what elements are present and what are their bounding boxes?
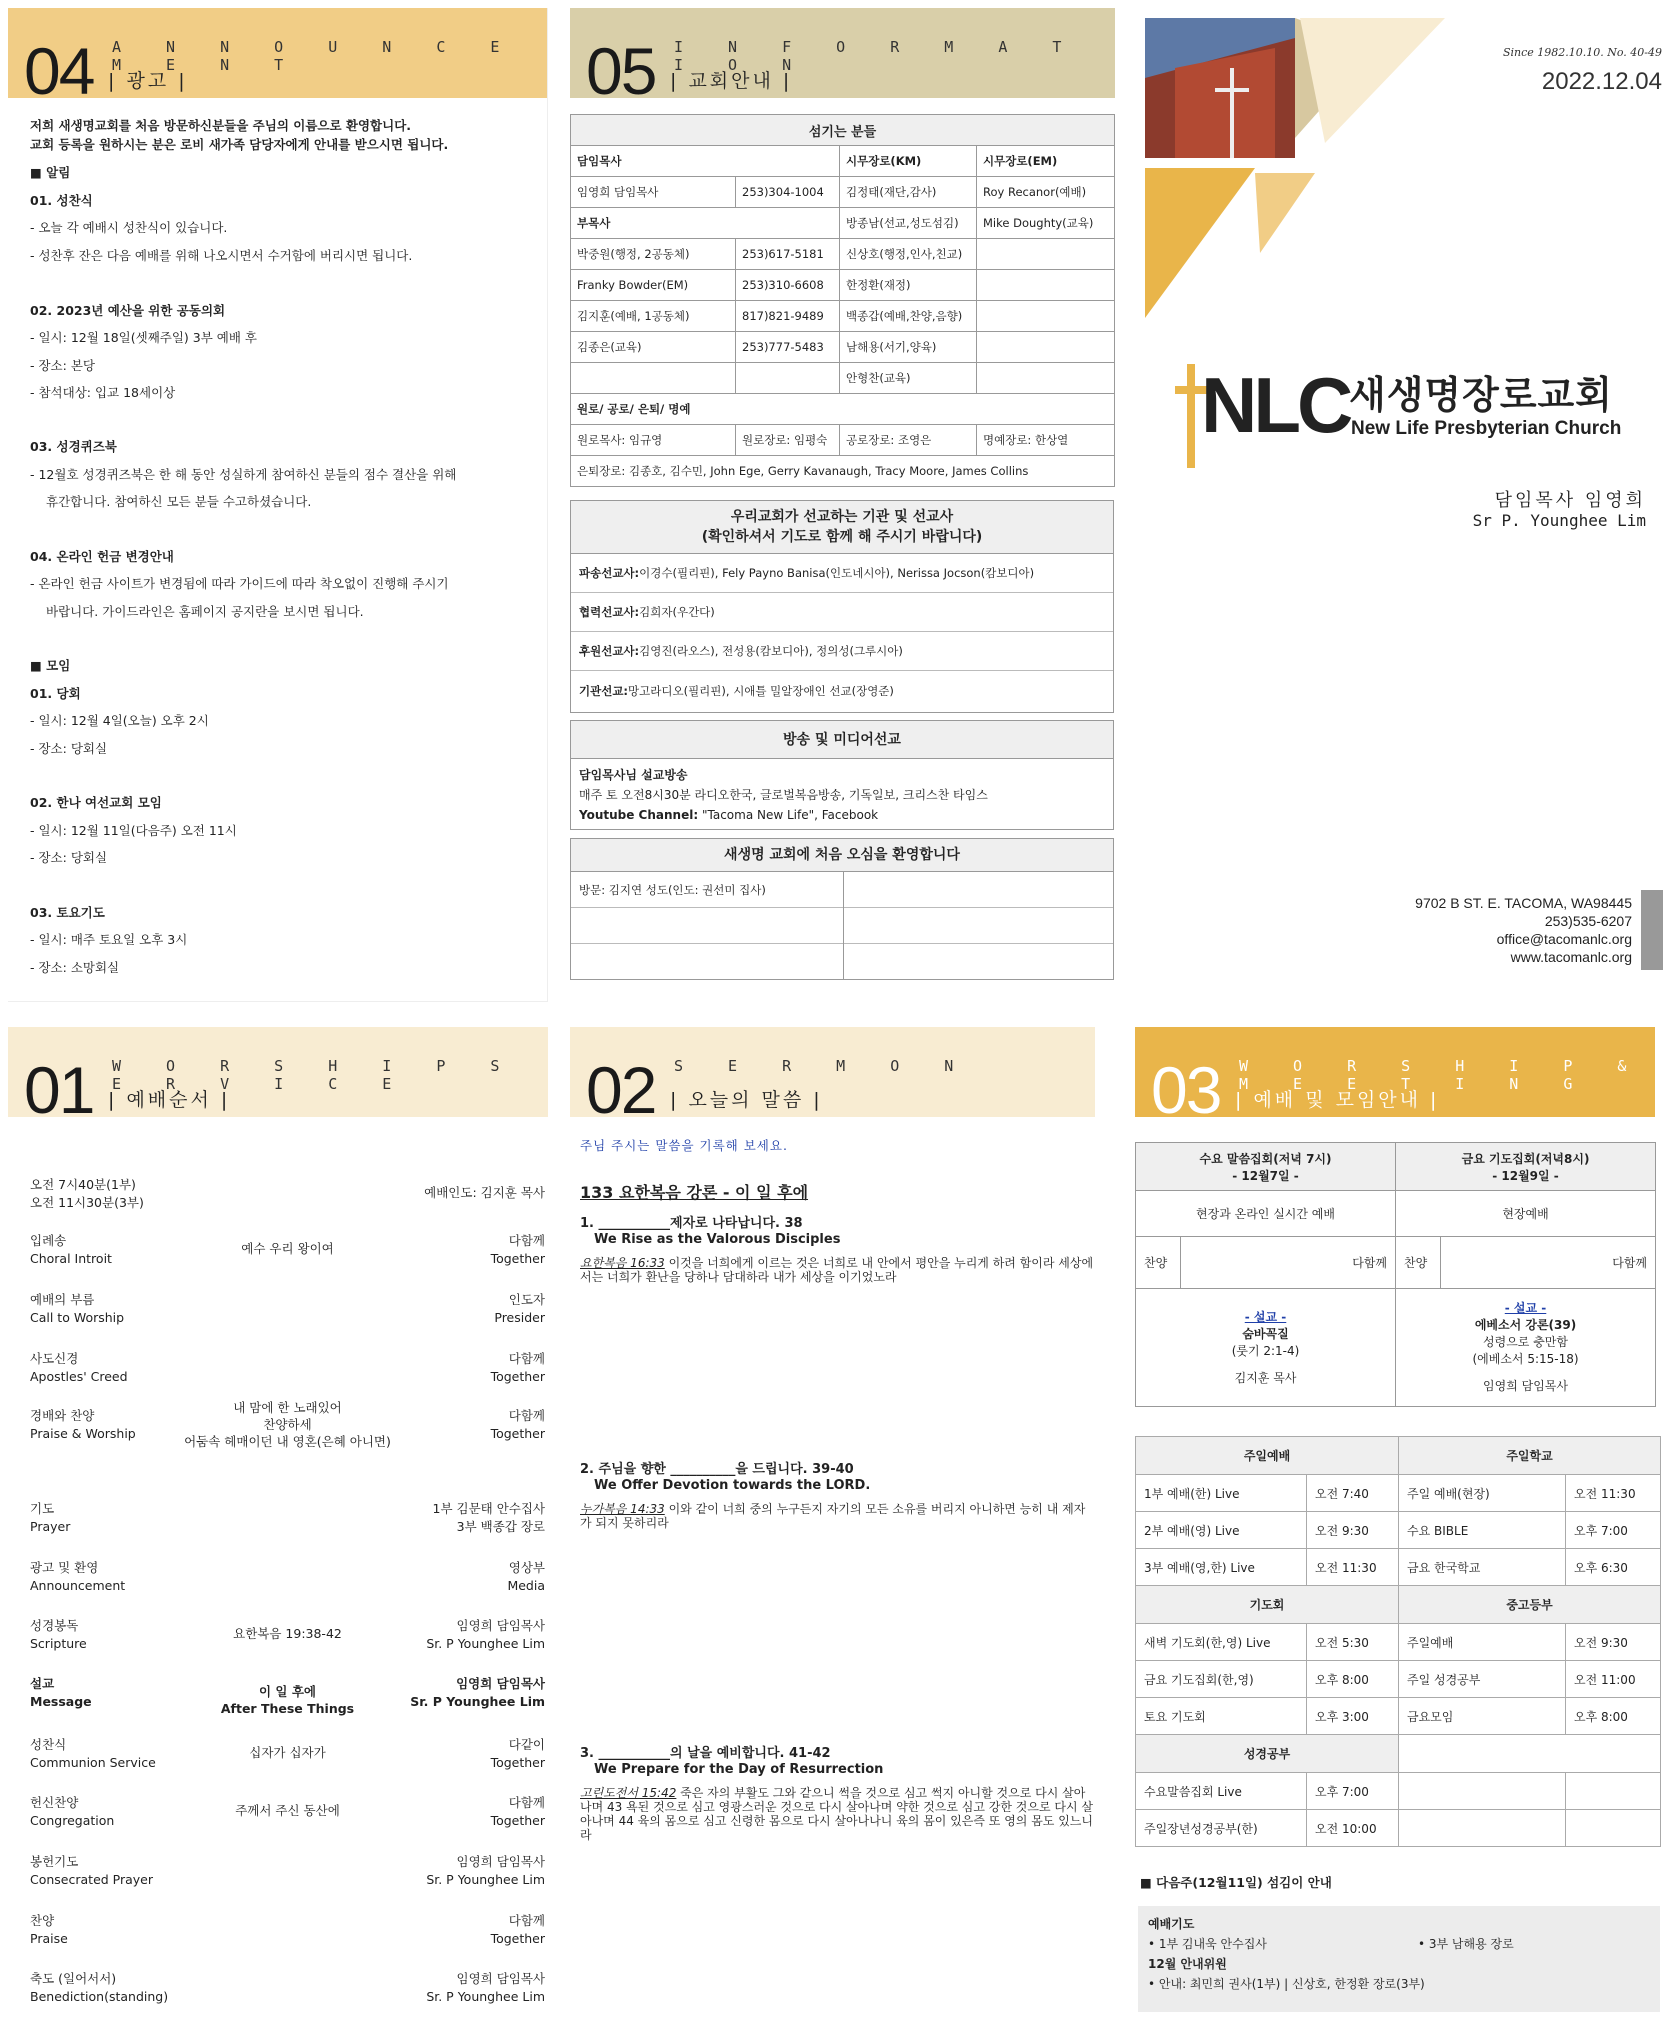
- notice-title: 03. 성경퀴즈북: [30, 439, 117, 454]
- table-row: 수요말씀집회 Live 오후 7:00: [1136, 1773, 1661, 1810]
- mission-subtitle: (확인하셔서 기도로 함께 해 주시기 바랍니다): [701, 529, 983, 545]
- worship-item-leader: 다함께 Together: [490, 1795, 545, 1828]
- address-line: office@tacomanlc.org: [1496, 931, 1632, 947]
- section-title-en: A N N O U N C E M E N T: [112, 38, 518, 74]
- worship-item-label: 성찬식 Communion Service: [30, 1737, 156, 1770]
- church-name-en: New Life Presbyterian Church: [1351, 418, 1622, 439]
- table-row: 2부 예배(영) Live 오전 9:30 수요 BIBLE 오후 7:00: [1136, 1512, 1661, 1549]
- worship-item-leader: 1부 김문태 안수집사 3부 백종갑 장로: [432, 1501, 545, 1534]
- meeting-title: 02. 한나 여선교회 모임: [30, 795, 162, 810]
- table-row: 김지훈(예배, 1공동체) 817)821-9489 백종갑(예배,찬양,음향): [571, 301, 1115, 332]
- worship-item-label: 경배와 찬양 Praise & Worship: [30, 1408, 136, 1441]
- worship-item-leader: 영상부 Media: [507, 1560, 545, 1593]
- meeting-title: 01. 당회: [30, 686, 81, 701]
- cover-panel: [1135, 8, 1670, 998]
- notice-line: - 오늘 각 예배시 성찬식이 있습니다.: [30, 220, 228, 235]
- church-logo: [1175, 360, 1655, 480]
- next-week-heading: 예배기도: [1148, 1917, 1195, 1931]
- mission-row: 파송선교사: 이경수(필리핀), Fely Payno Banisa(인도네시아), Nerissa Jocson(캄보디아): [571, 554, 1113, 593]
- table-row: 주일장년성경공부(한) 오전 10:00: [1136, 1810, 1661, 1847]
- table-row: 안형찬(교육): [571, 363, 1115, 394]
- col-head: 시무장로(EM): [977, 146, 1115, 177]
- staff-title: 섬기는 분들: [571, 115, 1115, 146]
- notice-title: 02. 2023년 예산을 위한 공동의회: [30, 303, 226, 318]
- col-head: 원로/ 공로/ 은퇴/ 명예: [571, 394, 1115, 425]
- wed-sermon-title: 숨바꼭질: [1242, 1326, 1289, 1341]
- table-row: 금요 기도집회(한,영) 오후 8:00 주일 성경공부 오전 11:00: [1136, 1661, 1661, 1698]
- welcome-box: [570, 838, 1114, 980]
- intro-line: 저희 새생명교회를 처음 방문하신분들을 주님의 이름으로 환영합니다.: [30, 118, 412, 133]
- worship-item-content: 내 맘에 한 노래있어 찬양하세 어둠속 헤매이던 내 영혼(은혜 아니면): [184, 1400, 391, 1449]
- cross-icon: [1187, 364, 1195, 468]
- worship-item: [30, 1675, 545, 1723]
- worship-times: 오전 7시40분(1부) 오전 11시30분(3부) 예배인도: 김지훈 목사: [30, 1177, 545, 1210]
- worship-item: [30, 1350, 545, 1398]
- section-title-en: I N F O R M A T I O N: [674, 38, 1080, 74]
- media-line: Youtube Channel: "Tacoma New Life", Facebook: [579, 808, 879, 822]
- worship-item-label: 광고 및 환영 Announcement: [30, 1560, 126, 1593]
- worship-item-content: 십자가 십자가: [249, 1745, 326, 1760]
- cover-graphic: [1135, 8, 1455, 328]
- meeting-line: - 장소: 소망회실: [30, 960, 120, 975]
- address-block: [1415, 894, 1632, 966]
- next-week-line: • 3부 남해용 장로: [1418, 1937, 1514, 1951]
- sermon-point: 2. 주님을 향한 __________을 드립니다. 39-40 We Offer Devotion towards the LORD.: [580, 1462, 871, 1493]
- media-box: [570, 720, 1114, 830]
- wed-heading: 수요 말씀집회(저녁 7시): [1199, 1151, 1332, 1166]
- notice-line: 휴간합니다. 참여하신 모든 분들 수고하셨습니다.: [46, 494, 312, 509]
- next-week-box: [1138, 1906, 1660, 2012]
- retired-elders: 은퇴장로: 김종호, 김수민, John Ege, Gerry Kavanaugh, Tracy Moore, James Collins: [571, 456, 1115, 487]
- worship-item-label: 사도신경 Apostles' Creed: [30, 1351, 128, 1384]
- worship-item-label: 봉헌기도 Consecrated Prayer: [30, 1854, 154, 1887]
- worship-item-leader: 임영희 담임목사 Sr. P Younghee Lim: [426, 1971, 545, 2004]
- table-row: 부목사 방종남(선교,성도섬김) Mike Doughty(교육): [571, 208, 1115, 239]
- side-bar: [1641, 890, 1663, 970]
- next-week-line: • 1부 김내욱 안수집사: [1148, 1937, 1267, 1951]
- church-name-ko: 새생명장로교회: [1349, 373, 1613, 417]
- worship-item-content: 이 일 후에 After These Things: [220, 1684, 355, 1716]
- section-title-ko: | 광고 |: [108, 66, 188, 93]
- worship-item: [30, 1970, 545, 2018]
- next-week-line: • 안내: 최민희 권사(1부) | 신상호, 한정환 장로(3부): [1148, 1977, 1425, 1991]
- sermon-title: 133 요한복음 강론 - 이 일 후에: [580, 1183, 809, 1202]
- worship-item-label: 축도 (일어서서) Benediction(standing): [30, 1971, 169, 2004]
- notice-line: - 성찬후 잔은 다음 예배를 위해 나오시면서 수거함에 버리시면 됩니다.: [30, 248, 413, 263]
- pastor-ko: 담임목사 임영희: [1494, 490, 1646, 511]
- table-row: Franky Bowder(EM) 253)310-6608 한정환(재정): [571, 270, 1115, 301]
- worship-item: [30, 1559, 545, 1607]
- worship-item-content: 주께서 주신 동산에: [235, 1803, 340, 1818]
- col-head: 담임목사: [571, 146, 840, 177]
- table-row: 임영희 담임목사 253)304-1004 김정태(재단,감사) Roy Recanor(예배): [571, 177, 1115, 208]
- worship-item: [30, 1400, 545, 1455]
- notice-title: 04. 온라인 헌금 변경안내: [30, 549, 174, 564]
- address-line: www.tacomanlc.org: [1510, 949, 1632, 965]
- notice-line: - 온라인 헌금 사이트가 변경됨에 따라 가이드에 따라 착오없이 진행해 주시기: [30, 576, 449, 591]
- section-title-en: W O R S H I P & M E E T I N G: [1239, 1057, 1645, 1093]
- welcome-title: 새생명 교회에 처음 오심을 환영합니다: [571, 839, 1113, 872]
- meeting-line: - 장소: 당회실: [30, 741, 108, 756]
- worship-item-leader: 인도자 Presider: [494, 1292, 545, 1325]
- worship-item: [30, 1617, 545, 1665]
- worship-item: [30, 1232, 545, 1280]
- meeting-heading: ■ 모임: [30, 658, 71, 673]
- section-number: 04: [24, 34, 94, 108]
- since-text: Since 1982.10.10. No. 40-49: [1502, 46, 1662, 59]
- section-number: 02: [586, 1053, 656, 1127]
- table-row: 3부 예배(영,한) Live 오전 11:30 금요 한국학교 오후 6:30: [1136, 1549, 1661, 1586]
- welcome-row: [571, 944, 1113, 980]
- worship-item-leader: 다함께 Together: [490, 1913, 545, 1946]
- section-title-ko: | 오늘의 말씀 |: [670, 1085, 823, 1112]
- section-title-ko: | 교회안내 |: [670, 66, 792, 93]
- address-line: 9702 B ST. E. TACOMA, WA98445: [1415, 895, 1632, 911]
- table-row: 박중원(행정, 2공동체) 253)617-5181 신상호(행정,인사,친교): [571, 239, 1115, 270]
- worship-item-content: 예수 우리 왕이여: [241, 1241, 334, 1256]
- sermon-note: 주님 주시는 말씀을 기록해 보세요.: [580, 1138, 788, 1153]
- worship-header: [8, 1027, 548, 1127]
- pastor-en: Sr P. Younghee Lim: [1472, 511, 1646, 530]
- meeting-line: - 일시: 12월 11일(다음주) 오전 11시: [30, 823, 237, 838]
- meeting-title: 03. 토요기도: [30, 905, 105, 920]
- mission-row: 후원선교사: 김영진(라오스), 전성용(캄보디아), 정의성(그루시아): [571, 632, 1113, 671]
- table-row: 원로목사: 임규영 원로장로: 임평숙 공로장로: 조영은 명예장로: 한상열: [571, 425, 1115, 456]
- section-number: 01: [24, 1053, 94, 1127]
- mission-row: 협력선교사: 김희자(우간다): [571, 593, 1113, 632]
- col-head: 부목사: [571, 208, 840, 239]
- worship-item-label: 입례송 Choral Introit: [30, 1233, 112, 1266]
- table-row: 토요 기도회 오후 3:00 금요모임 오후 8:00: [1136, 1698, 1661, 1735]
- col-head: 시무장로(KM): [840, 146, 977, 177]
- worship-item: [30, 1853, 545, 1901]
- meeting-line: - 일시: 12월 4일(오늘) 오후 2시: [30, 713, 209, 728]
- section-title-en: W O R S H I P S E R V I C E: [112, 1057, 518, 1093]
- table-row: 김종은(교육) 253)777-5483 남해용(서기,양육): [571, 332, 1115, 363]
- worship-item-label: 예배의 부름 Call to Worship: [30, 1292, 125, 1325]
- next-week-title: ■ 다음주(12월11일) 섬김이 안내: [1140, 1875, 1332, 1890]
- section-title-ko: | 예배 및 모임안내 |: [1235, 1085, 1439, 1112]
- worship-item-label: 헌신찬양 Congregation: [30, 1795, 115, 1828]
- worship-item-label: 찬양 Praise: [30, 1913, 68, 1946]
- sermon-verse: 요한복음 16:33 이것을 너희에게 이르는 것은 너희로 내 안에서 평안을 누리게 하려 함이라 세상에서는 너희가 환난을 당하나 담대하라 내가 세상을 이기었노라: [580, 1256, 1094, 1284]
- welcome-row: [571, 908, 1113, 944]
- address-line: 253)535-6207: [1544, 913, 1632, 929]
- meeting-line: - 일시: 매주 토요일 오후 3시: [30, 932, 188, 947]
- worship-item-leader: 임영희 담임목사 Sr. P Younghee Lim: [426, 1854, 545, 1887]
- mission-title: 우리교회가 선교하는 기관 및 선교사: [730, 509, 954, 525]
- mission-box: [570, 500, 1114, 713]
- table-row: 1부 예배(한) Live 오전 7:40 주일 예배(현장) 오전 11:30: [1136, 1475, 1661, 1512]
- worship-item: [30, 1291, 545, 1339]
- notice-line: - 장소: 본당: [30, 358, 95, 373]
- section-number: 05: [586, 34, 656, 108]
- weekly-service-table: 수요 말씀집회(저녁 7시) - 12월7일 - 금요 기도집회(저녁8시) - 12월9일 - 현장과 온라인 실시간 예배 현장예배 찬양 다함께 찬양 다함께 - 설교 - 숨바꼭질 (룻기 2:1-4) 김지훈 목사 - 설교 - 에베소서 강론(39) 성령으로 충만함 (에베소서 5:15-18) 임영희 담임목사: [1135, 1142, 1656, 1407]
- fri-type: 현장예배: [1396, 1191, 1656, 1237]
- notice-heading: ■ 알림: [30, 165, 71, 180]
- worship-item: [30, 1794, 545, 1842]
- worship-item: [30, 1500, 545, 1548]
- worship-item-leader: 임영희 담임목사 Sr. P Younghee Lim: [410, 1676, 545, 1709]
- worship-item: [30, 1912, 545, 1960]
- worship-item-label: 성경봉독 Scripture: [30, 1618, 87, 1651]
- intro-line: 교회 등록을 원하시는 분은 로비 새가족 담당자에게 안내를 받으시면 됩니다.: [30, 137, 449, 152]
- notice-line: - 12월호 성경퀴즈북은 한 해 동안 성실하게 참여하신 분들의 점수 결산을 위해: [30, 467, 457, 482]
- mission-row: 기관선교: 망고라디오(필리핀), 시애틀 밀알장애인 선교(장영준): [579, 683, 894, 698]
- sermon-verse: 누가복음 14:33 이와 같이 너희 중의 누구든지 자기의 모든 소유를 버리지 아니하면 능히 내 제자가 되지 못하리라: [580, 1502, 1086, 1530]
- bulletin-date: 2022.12.04: [1541, 68, 1662, 95]
- notice-title: 01. 성찬식: [30, 193, 93, 208]
- section-title-en: S E R M O N: [674, 1057, 972, 1075]
- welcome-row: 방문: 김지연 성도(인도: 권선미 집사): [571, 872, 1113, 908]
- information-header: [570, 8, 1115, 108]
- sermon-verse: 고린도전서 15:42 죽은 자의 부활도 그와 같으니 썩을 것으로 심고 썩지 아니할 것으로 다시 살아나며 43 욕된 것으로 심고 영광스러운 것으로 다시 살아나며 약한 것으로 심고 강한 것으로 다시 살아나며 44 육의 몸으로 심고 신령한 몸으로 다시 살아나나니 육의 몸이 있은즉 또 영의 몸도 있느니라: [580, 1786, 1093, 1842]
- fri-heading: 금요 기도집회(저녁8시): [1461, 1151, 1590, 1166]
- meeting-line: - 장소: 당회실: [30, 850, 108, 865]
- sermon-point: 3. ___________의 날을 예비합니다. 41-42 We Prepare for the Day of Resurrection: [580, 1746, 884, 1777]
- worship-item: [30, 1736, 545, 1784]
- worship-leader: 예배인도: 김지훈 목사: [424, 1185, 545, 1200]
- next-week-heading: 12월 안내위원: [1148, 1957, 1227, 1971]
- notice-line: 바랍니다. 가이드라인은 홈페이지 공지란을 보시면 됩니다.: [46, 604, 364, 619]
- sermon-header: [570, 1027, 1095, 1127]
- sermon-point: 1. ___________제자로 나타납니다. 38 We Rise as the Valorous Disciples: [580, 1216, 841, 1247]
- schedule-table: 주일예배 주일학교 1부 예배(한) Live 오전 7:40 주일 예배(현장) 오전 11:30 2부 예배(영) Live 오전 9:30 수요 BIBLE 오후 7:00 3부 예배(영,한) Live 오전 11:30 금요 한국학교 오후 6:30 기도회 중고등부 새벽 기도회(한,영) Live 오전 5:30 주일예배 오전 9:30 금요 기도집회(한,영) 오후 8:00 주일 성경공부 오전 11:00 토요 기도회 오후 3:00 금요모임 오후 8:00 성경공부 수요말씀집회 Live 오후 7:00 주일장년성경공부(한) 오전 10:00: [1135, 1436, 1661, 1847]
- media-line: 매주 토 오전8시30분 라디오한국, 글로벌복음방송, 기독일보, 크리스찬 타임스: [579, 788, 988, 802]
- section-title-ko: | 예배순서 |: [108, 1085, 230, 1112]
- notice-line: - 일시: 12월 18일(셋째주일) 3부 예배 후: [30, 330, 257, 345]
- logo-letters: NLC: [1201, 361, 1350, 449]
- worship-item-leader: 임영희 담임목사 Sr. P Younghee Lim: [426, 1618, 545, 1651]
- meeting-header: [1135, 1027, 1655, 1127]
- media-title: 방송 및 미디어선교: [571, 721, 1113, 759]
- worship-item-leader: 다함께 Together: [490, 1233, 545, 1266]
- worship-item-leader: 다함께 Together: [490, 1408, 545, 1441]
- worship-item-label: 설교 Message: [30, 1676, 92, 1709]
- worship-item-leader: 다같이 Together: [490, 1737, 545, 1770]
- notice-line: - 참석대상: 입교 18세이상: [30, 385, 176, 400]
- staff-table: [570, 114, 1115, 487]
- media-line: 담임목사님 설교방송: [579, 768, 688, 782]
- worship-item-label: 기도 Prayer: [30, 1501, 71, 1534]
- worship-item-leader: 다함께 Together: [490, 1351, 545, 1384]
- section-number: 03: [1151, 1053, 1221, 1127]
- worship-item-content: 요한복음 19:38-42: [233, 1626, 342, 1641]
- fri-sermon-title: 에베소서 강론(39): [1474, 1318, 1577, 1332]
- table-row: 새벽 기도회(한,영) Live 오전 5:30 주일예배 오전 9:30: [1136, 1624, 1661, 1661]
- announcement-header: [8, 8, 547, 108]
- wed-type: 현장과 온라인 실시간 예배: [1136, 1191, 1396, 1237]
